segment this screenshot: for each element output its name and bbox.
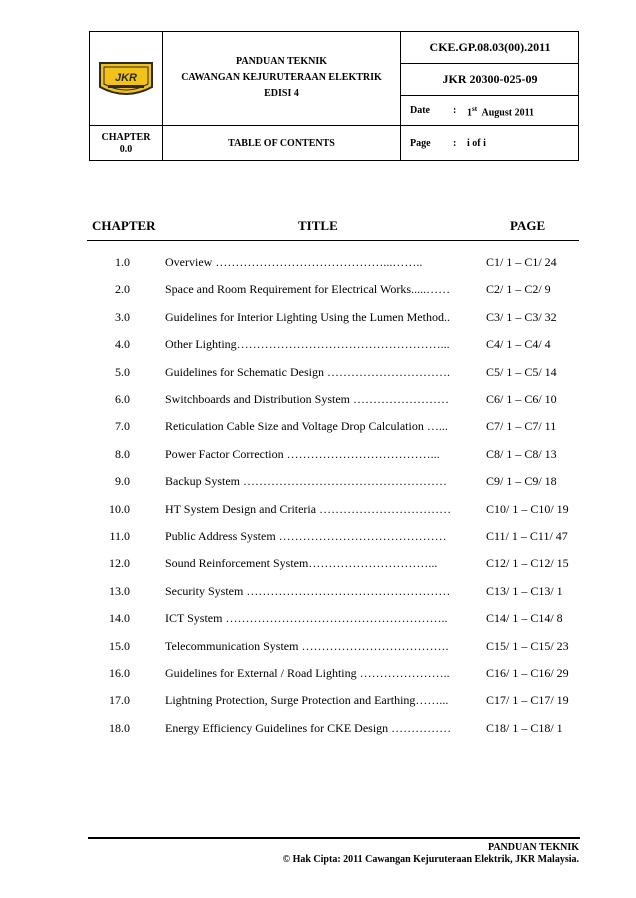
section-title: TABLE OF CONTENTS [228,138,335,149]
chapter-number: 1.0 [115,255,130,269]
chapter-title: ICT System ……………………………………………….. [165,611,448,626]
page-range: C10/ 1 – C10/ 19 [486,501,569,516]
date-label: Date [410,105,430,116]
toc-row[interactable] [0,444,636,464]
toc-row[interactable] [0,608,636,628]
footer-copyright: © Hak Cipta: 2011 Cawangan Kejuruteraan Elektrik, JKR Malaysia. [282,854,579,865]
page-range: C1/ 1 – C1/ 24 [486,255,557,269]
title-line: CAWANGAN KEJURUTERAAN ELEKTRIK [181,72,382,83]
toc-row[interactable] [0,526,636,546]
toc-row[interactable] [0,663,636,683]
toc-row[interactable] [0,279,636,299]
chapter-label: CHAPTER [101,132,151,143]
chapter-number: 17.0 [109,693,130,708]
chapter-title: Power Factor Correction ………………………………... [165,446,440,461]
page-range: C6/ 1 – C6/ 10 [486,392,557,406]
page-range: C17/ 1 – C17/ 19 [486,693,569,708]
logo-text: JKR [114,71,138,84]
chapter-title: Guidelines for External / Road Lighting ………………….. [165,666,450,680]
colon: : [453,138,457,149]
chapter-number: 11.0 [109,529,130,543]
chapter-title: Guidelines for Interior Lighting Using the Lumen Method.. [165,309,450,324]
toc-row[interactable] [0,581,636,601]
chapter-number: 7.0 [115,419,130,434]
chapter-cell [90,126,162,161]
column-header-chapter: CHAPTER [92,218,156,233]
page-range: C18/ 1 – C18/ 1 [486,720,563,735]
chapter-title: Other Lighting……………………………………………... [165,337,450,352]
chapter-number: 10.0 [109,501,130,516]
toc-row[interactable] [0,334,636,354]
chapter-title: Telecommunication System ………………………………. [165,638,449,653]
date-rest: August 2011 [481,107,535,119]
chapter-title: Public Address System …………………………………… [165,529,447,543]
date-value [467,105,534,118]
chapter-title: Overview ……………………………………...…….. [165,255,423,269]
page-range: C13/ 1 – C13/ 1 [486,583,563,598]
chapter-title: Backup System …………………………………………… [165,474,447,489]
page-range: C16/ 1 – C16/ 29 [486,666,569,680]
header-rule [87,240,579,241]
title-line: EDISI 4 [264,88,299,99]
date-field [401,96,579,125]
toc-row[interactable] [0,636,636,656]
page-range: C9/ 1 – C9/ 18 [486,474,557,489]
chapter-number: 15.0 [109,638,130,653]
chapter-number: 8.0 [115,446,130,461]
chapter-number: 2.0 [115,282,130,297]
chapter-title: Space and Room Requirement for Electrical Works.....…… [165,282,451,297]
page-field [401,126,579,161]
chapter-number: 16.0 [109,666,130,680]
toc-row[interactable] [0,499,636,519]
toc-row[interactable] [0,416,636,436]
chapter-title: Guidelines for Schematic Design …………………………. [165,364,450,379]
page-range: C5/ 1 – C5/ 14 [486,364,557,379]
chapter-title: Sound Reinforcement System…………………………... [165,556,438,571]
chapter-title: Switchboards and Distribution System …………………… [165,392,449,406]
document-code: CKE.GP.08.03(00).2011 [429,40,551,54]
chapter-number: 5.0 [115,364,130,379]
page-range: C11/ 1 – C11/ 47 [486,529,568,543]
toc-row[interactable] [0,252,636,272]
page-range: C15/ 1 – C15/ 23 [486,638,569,653]
chapter-number: 12.0 [109,556,130,571]
chapter-title: HT System Design and Criteria …………………………… [165,501,452,516]
toc-row[interactable] [0,553,636,573]
page-range: C4/ 1 – C4/ 4 [486,337,551,352]
chapter-number: 13.0 [109,583,130,598]
page-value: i of i [467,138,486,149]
chapter-title: Lightning Protection, Surge Protection and Earthing……... [165,693,449,708]
chapter-number: 4.0 [115,337,130,352]
chapter-number: 6.0 [115,392,130,406]
footer-title: PANDUAN TEKNIK [487,842,579,853]
chapter-title: Energy Efficiency Guidelines for CKE Design …………… [165,720,452,735]
colon: : [453,105,457,116]
chapter-number: 14.0 [109,611,130,626]
chapter-title: Security System …………………………………………… [165,583,451,598]
page-range: C7/ 1 – C7/ 11 [486,419,557,434]
date-suffix: st [472,105,478,113]
chapter-number: 3.0 [115,309,130,324]
page-range: C3/ 1 – C3/ 32 [486,309,557,324]
column-header-page: PAGE [510,218,546,233]
chapter-title: Reticulation Cable Size and Voltage Drop Calculation …... [165,419,448,434]
page-range: C12/ 1 – C12/ 15 [486,556,569,571]
column-header-title: TITLE [298,218,338,233]
jkr-logo-icon [96,57,156,101]
toc-row[interactable] [0,718,636,738]
toc-row[interactable] [0,307,636,327]
chapter-number: 18.0 [109,720,130,735]
toc-row[interactable] [0,362,636,382]
jkr-logo [90,32,162,125]
page-label: Page [410,138,431,149]
page-range: C2/ 1 – C2/ 9 [486,282,551,297]
toc-row[interactable] [0,690,636,710]
page-range: C8/ 1 – C8/ 13 [486,446,557,461]
toc-row[interactable] [0,389,636,409]
date-day: 1 [467,107,472,119]
toc-row[interactable] [0,471,636,491]
footer-rule [88,837,580,839]
document-title [163,32,400,125]
document-header [89,31,579,161]
chapter-number: 9.0 [115,474,130,489]
reference-number: JKR 20300-025-09 [442,72,538,86]
title-line: PANDUAN TEKNIK [235,56,328,67]
chapter-number: 0.0 [119,144,133,155]
page-range: C14/ 1 – C14/ 8 [486,611,563,626]
